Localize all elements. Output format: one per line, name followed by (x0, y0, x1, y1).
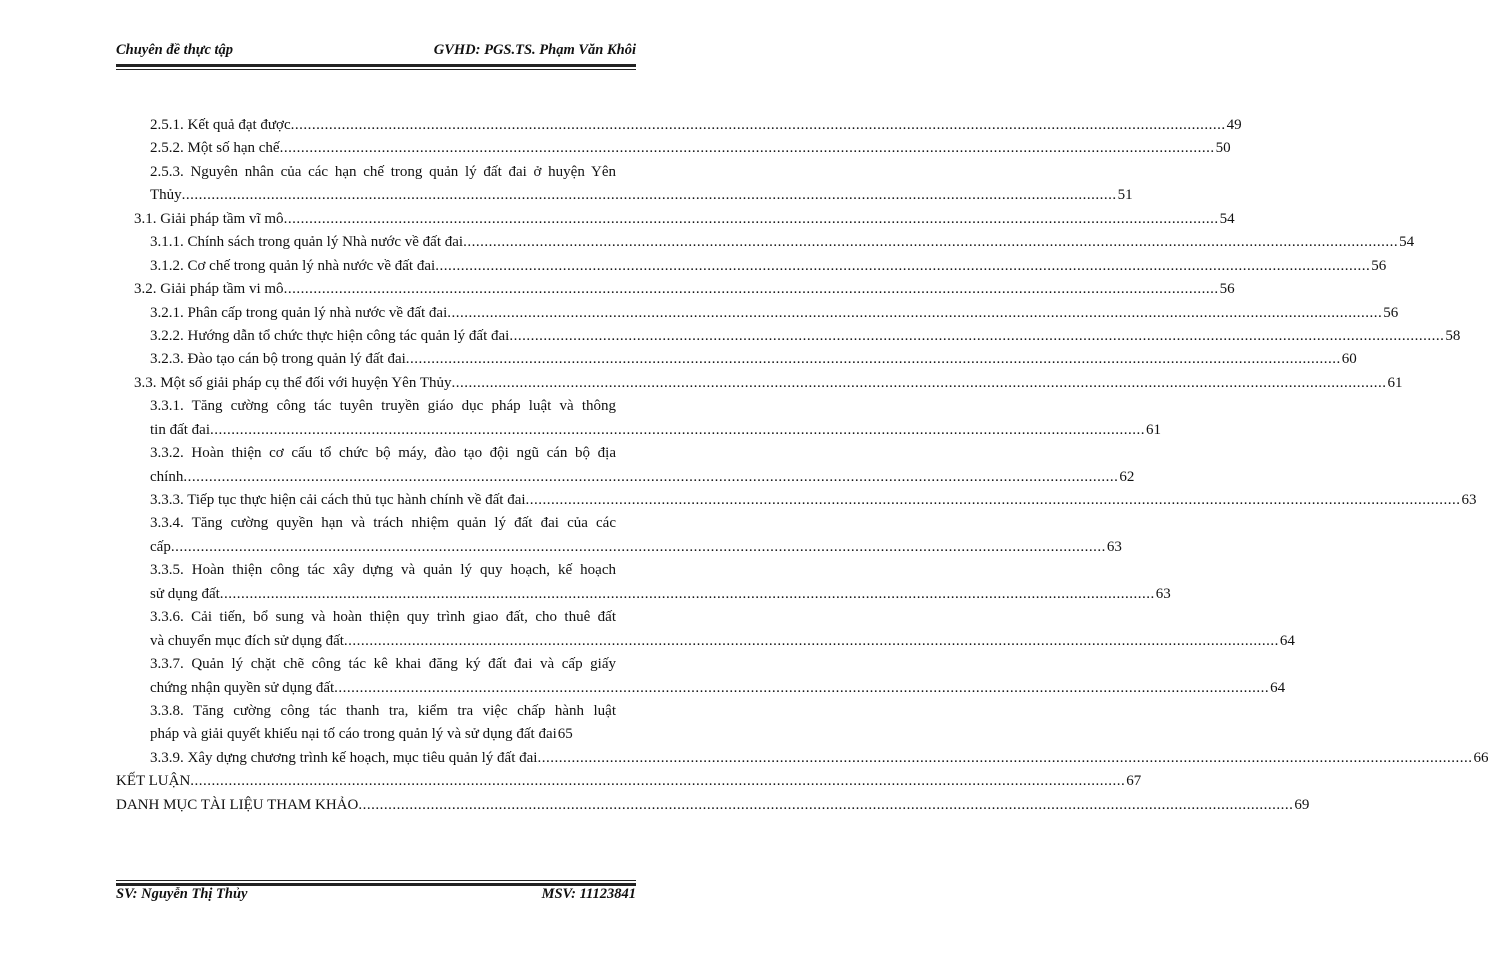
toc-leader-dots: ............................................................................................................................................................................................................................ (210, 421, 1145, 438)
toc-page-number: 54 (1219, 210, 1235, 227)
toc-entry (116, 372, 1403, 395)
toc-page-number: 61 (1387, 374, 1403, 391)
toc-page-number: 63 (1461, 492, 1477, 508)
toc-page-number: 49 (1226, 117, 1242, 133)
toc-page-number: 62 (1119, 468, 1135, 485)
toc-entry-title: 3.2.2. Hướng dẫn tổ chức thực hiện công tác quản lý đất đai (150, 327, 510, 344)
toc-leader-dots: ............................................................................................................................................................................................................................ (509, 327, 1445, 344)
toc-page-number: 66 (1473, 749, 1488, 766)
toc-entry-title: Thủy (150, 187, 182, 204)
toc-entry (116, 583, 1171, 606)
toc-entry (116, 489, 1477, 512)
toc-leader-dots: ............................................................................................................................................................................................................................ (219, 585, 1155, 602)
page-footer (116, 886, 636, 908)
toc-entry-title: 3.3.3. Tiếp tục thực hiện cải cách thủ tục hành chính về đất đai (150, 492, 526, 508)
toc-entry (116, 794, 1310, 817)
header-advisor: GVHD: PGS.TS. Phạm Văn Khôi (433, 42, 636, 58)
toc-entry-title: 3.3.4. Tăng cường quyền hạn và trách nhiệm quản lý đất đai của các (150, 515, 616, 532)
toc-leader-dots: ............................................................................................................................................................................................................................ (435, 257, 1371, 274)
toc-leader-dots: ............................................................................................................................................................................................................................ (405, 351, 1341, 368)
toc-entry-title: 3.3. Một số giải pháp cụ thể đối với huyện Yên Thủy (134, 374, 452, 391)
header-course: Chuyên đề thực tập (116, 42, 234, 58)
toc-entry (116, 442, 616, 465)
toc-entry-title: 3.3.1. Tăng cường công tác tuyên truyền giáo dục pháp luật và thông (150, 398, 616, 415)
toc-entry (116, 512, 616, 535)
toc-entry (116, 302, 1399, 325)
toc-entry-title: sử dụng đất (150, 585, 220, 602)
toc-page-number: 51 (1117, 187, 1133, 204)
toc-entry (116, 161, 616, 184)
toc-leader-dots: ............................................................................................................................................................................................................................ (358, 796, 1294, 813)
toc-page-number: 56 (1371, 257, 1387, 274)
toc-entry (116, 653, 616, 676)
toc-leader-dots: ............................................................................................................................................................................................................................ (343, 632, 1279, 649)
header-rule (116, 64, 636, 70)
toc-leader-dots: ............................................................................................................................................................................................................................ (283, 210, 1219, 227)
toc-entry (116, 325, 1461, 348)
toc-leader-dots: ............................................................................................................................................................................................................................ (283, 281, 1219, 298)
toc-page-number: 63 (1155, 585, 1171, 602)
toc-entry-title: 3.1.2. Cơ chế trong quản lý nhà nước về đất đai (150, 257, 436, 274)
toc-entry (116, 630, 1295, 653)
toc-entry (116, 770, 1142, 793)
toc-page-number: 56 (1383, 304, 1399, 321)
toc-entry-title: 3.3.5. Hoàn thiện công tác xây dựng và quản lý quy hoạch, kế hoạch (150, 562, 616, 579)
toc-entry-title: 3.3.2. Hoàn thiện cơ cấu tổ chức bộ máy, đào tạo đội ngũ cán bộ địa (150, 445, 616, 462)
toc-entry-title: 3.3.8. Tăng cường công tác thanh tra, kiểm tra việc chấp hành luật (150, 702, 616, 719)
toc-page-number: 60 (1341, 351, 1357, 368)
toc-entry (116, 559, 616, 582)
toc-entry (116, 747, 1488, 770)
toc-entry-title: chính (150, 468, 184, 485)
toc-entry (116, 255, 1387, 278)
toc-entry-title: 3.2.1. Phân cấp trong quản lý nhà nước về đất đai (150, 304, 448, 321)
toc-entry-title: 3.2.3. Đào tạo cán bộ trong quản lý đất đai (150, 351, 406, 368)
toc-entry-title: chứng nhận quyền sử dụng đất (150, 679, 335, 696)
toc-page-number: 61 (1146, 421, 1161, 438)
table-of-contents (116, 114, 1488, 817)
toc-entry-title: 2.5.3. Nguyên nhân của các hạn chế trong quản lý đất đai ở huyện Yên (150, 163, 616, 180)
toc-entry (116, 466, 1135, 489)
toc-entry-title: 3.2. Giải pháp tầm vi mô (134, 281, 284, 298)
toc-entry-title: cấp (150, 538, 171, 555)
toc-entry (116, 184, 1133, 207)
toc-entry-title: 2.5.1. Kết quả đạt được (150, 117, 291, 133)
toc-page-number: 56 (1219, 281, 1235, 298)
toc-page-number: 50 (1215, 140, 1231, 157)
toc-entry-title: 3.1. Giải pháp tầm vĩ mô (134, 210, 284, 227)
toc-entry-title: và chuyển mục đích sử dụng đất (150, 632, 344, 649)
toc-leader-dots: ............................................................................................................................................................................................................................ (447, 304, 1383, 321)
toc-page-number: 69 (1294, 796, 1310, 813)
footer-student-id: MSV: 11123841 (541, 886, 636, 902)
toc-leader-dots: ............................................................................................................................................................................................................................ (290, 117, 1226, 133)
toc-leader-dots: ............................................................................................................................................................................................................................ (183, 468, 1119, 485)
toc-entry (116, 700, 616, 723)
toc-entry-title: KẾT LUẬN (116, 773, 191, 790)
toc-entry-title: 3.3.9. Xây dựng chương trình kế hoạch, mục tiêu quản lý đất đai (150, 749, 538, 766)
toc-leader-dots: ............................................................................................................................................................................................................................ (181, 187, 1117, 204)
toc-entry-title: 3.3.7. Quản lý chặt chẽ công tác kê khai đăng ký đất đai và cấp giấy (150, 656, 616, 673)
toc-leader-dots: ............................................................................................................................................................................................................................ (334, 679, 1270, 696)
toc-entry (116, 536, 1122, 559)
toc-entry-title: DANH MỤC TÀI LIỆU THAM KHẢO (116, 796, 359, 813)
toc-entry (116, 231, 1415, 254)
toc-page-number: 65 (557, 726, 573, 743)
toc-entry (116, 395, 616, 418)
toc-entry-title: 3.3.6. Cải tiến, bổ sung và hoàn thiện quy trình giao đất, cho thuê đất (150, 609, 616, 626)
toc-page-number: 58 (1445, 327, 1461, 344)
toc-entry (116, 419, 1161, 442)
toc-page-number: 64 (1270, 679, 1286, 696)
toc-entry-title: 2.5.2. Một số hạn chế (150, 140, 280, 157)
toc-page-number: 63 (1106, 538, 1122, 555)
toc-leader-dots: ............................................................................................................................................................................................................................ (451, 374, 1387, 391)
toc-entry (116, 677, 1286, 700)
toc-entry (116, 137, 1231, 160)
toc-leader-dots: ............................................................................................................................................................................................................................ (463, 234, 1399, 251)
toc-leader-dots: ............................................................................................................................................................................................................................ (279, 140, 1215, 157)
toc-entry-title: pháp và giải quyết khiếu nại tố cáo trong quản lý và sử dụng đất đai (150, 726, 557, 743)
page-header (116, 40, 636, 62)
toc-entry (116, 606, 616, 629)
toc-page-number: 64 (1279, 632, 1295, 649)
toc-entry (116, 348, 1357, 371)
toc-entry-title: tin đất đai (150, 421, 210, 438)
toc-leader-dots: ............................................................................................................................................................................................................................ (170, 538, 1106, 555)
toc-entry (116, 723, 616, 746)
footer-student: SV: Nguyễn Thị Thủy (116, 886, 248, 902)
toc-entry (116, 114, 1242, 137)
toc-page-number: 54 (1399, 234, 1415, 251)
toc-leader-dots: ............................................................................................................................................................................................................................ (190, 773, 1126, 790)
toc-page-number: 67 (1126, 773, 1142, 790)
toc-entry (116, 208, 1235, 231)
toc-leader-dots: ............................................................................................................................................................................................................................ (537, 749, 1473, 766)
toc-leader-dots: ............................................................................................................................................................................................................................ (525, 492, 1461, 508)
toc-entry-title: 3.1.1. Chính sách trong quản lý Nhà nước về đất đai (150, 234, 464, 251)
toc-entry (116, 278, 1235, 301)
